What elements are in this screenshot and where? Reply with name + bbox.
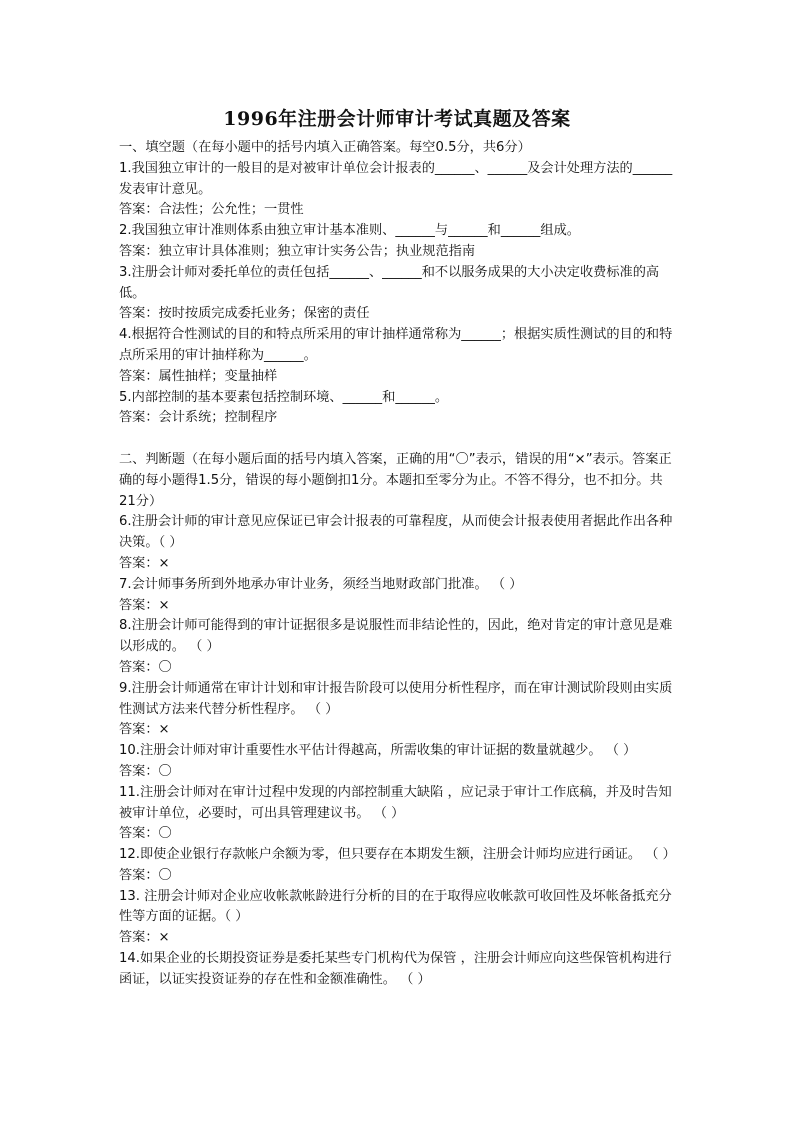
question-text: 2.我国独立审计准则体系由独立审计基本准则、______与______和______组成。 bbox=[119, 223, 580, 239]
question-text: 10.注册会计师对审计重要性水平估计得越高，所需收集的审计证据的数量就越少。 （ ） bbox=[119, 743, 637, 759]
question-text: 5.内部控制的基本要素包括控制环境、______和______。 bbox=[119, 389, 449, 405]
question-text: 1.我国独立审计的一般目的是对被审计单位会计报表的______、______及会计处理方法的______发表审计意见。 bbox=[119, 160, 673, 197]
answer-text: 答案：× bbox=[119, 722, 170, 738]
section-true-false bbox=[119, 450, 677, 991]
document-body bbox=[119, 138, 677, 991]
answer-text: 答案：× bbox=[119, 555, 170, 571]
spacer bbox=[119, 429, 677, 450]
question-text: 8.注册会计师可能得到的审计证据很多是说服性而非结论性的，因此，绝对肯定的审计意见是难以形成的。 （ ） bbox=[119, 618, 673, 655]
answer-text: 答案：× bbox=[119, 597, 170, 613]
answer-text: 答案：× bbox=[119, 930, 170, 946]
answer-text: 答案：〇 bbox=[119, 826, 172, 842]
section-header: 二、判断题（在每小题后面的括号内填入答案，正确的用“〇”表示，错误的用“×”表示。答案正确的每小题得1.5分，错误的每小题倒扣1分。本题扣至零分为止。不答不得分，也不扣分。共21分） bbox=[119, 451, 672, 509]
question-text: 9.注册会计师通常在审计计划和审计报告阶段可以使用分析性程序，而在审计测试阶段则由实质性测试方法来代替分析性程序。 （ ） bbox=[119, 680, 673, 717]
question-text: 13. 注册会计师对企业应收帐款帐龄进行分析的目的在于取得应收帐款可收回性及坏帐备抵充分性等方面的证据。（ ） bbox=[119, 888, 672, 925]
answer-text: 答案：〇 bbox=[119, 659, 172, 675]
section-header: 一、填空题（在每小题中的括号内填入正确答案。每空0.5分，共6分） bbox=[119, 140, 531, 155]
question-text: 14.如果企业的长期投资证券是委托某些专门机构代为保管 ，注册会计师应向这些保管机构进行函证，以证实投资证券的存在性和金额准确性。 （ ） bbox=[119, 951, 672, 987]
answer-text: 答案：合法性；公允性；一贯性 bbox=[119, 202, 304, 218]
question-text: 11.注册会计师对在审计过程中发现的内部控制重大缺陷 ，应记录于审计工作底稿，并及时告知被审计单位，必要时，可出具管理建议书。 （ ） bbox=[119, 784, 672, 821]
answer-text: 答案：〇 bbox=[119, 763, 172, 779]
answer-text: 答案：〇 bbox=[119, 867, 172, 883]
answer-text: 答案：独立审计具体准则；独立审计实务公告；执业规范指南 bbox=[119, 243, 476, 259]
section-fill-in-blank bbox=[119, 138, 677, 429]
answer-text: 答案：会计系统；控制程序 bbox=[119, 410, 278, 426]
document-title: 1996年注册会计师审计考试真题及答案 bbox=[223, 108, 571, 130]
question-text: 6.注册会计师的审计意见应保证已审会计报表的可靠程度，从而使会计报表使用者据此作出各种决策。（ ） bbox=[119, 514, 673, 551]
question-text: 12.即使企业银行存款帐户余额为零，但只要存在本期发生额，注册会计师均应进行函证。 （ ） bbox=[119, 847, 676, 863]
answer-text: 答案：按时按质完成委托业务；保密的责任 bbox=[119, 306, 370, 322]
question-text: 7.会计师事务所到外地承办审计业务，须经当地财政部门批准。 （ ） bbox=[119, 576, 523, 592]
question-text: 3.注册会计师对委托单位的责任包括______、______和不以服务成果的大小决定收费标准的高低。 bbox=[119, 264, 660, 301]
answer-text: 答案：属性抽样；变量抽样 bbox=[119, 368, 278, 384]
question-text: 4.根据符合性测试的目的和特点所采用的审计抽样通常称为______；根据实质性测试的目的和特点所采用的审计抽样称为______。 bbox=[119, 327, 673, 363]
